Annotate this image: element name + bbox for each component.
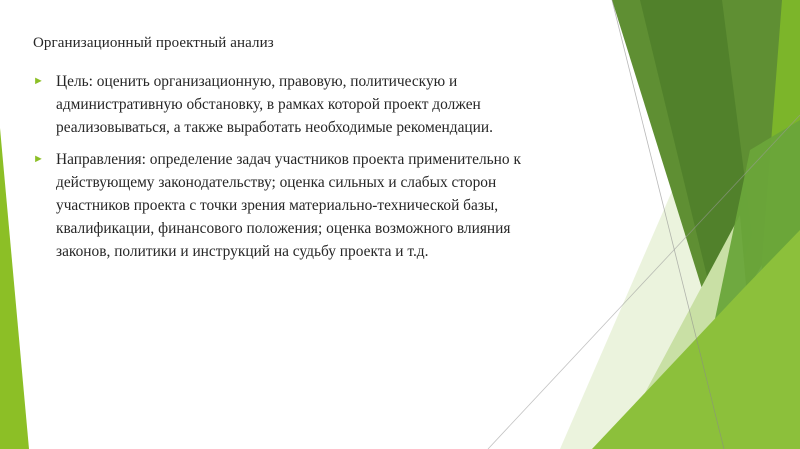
slide-title: Организационный проектный анализ — [33, 35, 274, 51]
bullet-arrow-icon: ► — [33, 152, 44, 165]
bullet-list — [33, 70, 533, 272]
bullet-item-directions — [33, 148, 533, 264]
bullet-item-goal — [33, 70, 533, 140]
bullet-arrow-icon: ► — [33, 75, 44, 87]
bullet-text-directions: Направления: определение задач участников проекта применительно к действующему законодательству; оценка сильных и слабых сторон участников проекта с точки зрения материально-технической базы, квалификации, финансового положения; оценка возможного влияния законов, политики и инструкций на судьбу проекта и т.д. — [56, 150, 521, 261]
bullet-text-goal: Цель: оценить организационную, правовую, политическую и административную обстановку, в рамках которой проект должен реализовываться, а также выработать необходимые рекомендации. — [56, 73, 493, 137]
left-edge-strip — [0, 128, 29, 449]
